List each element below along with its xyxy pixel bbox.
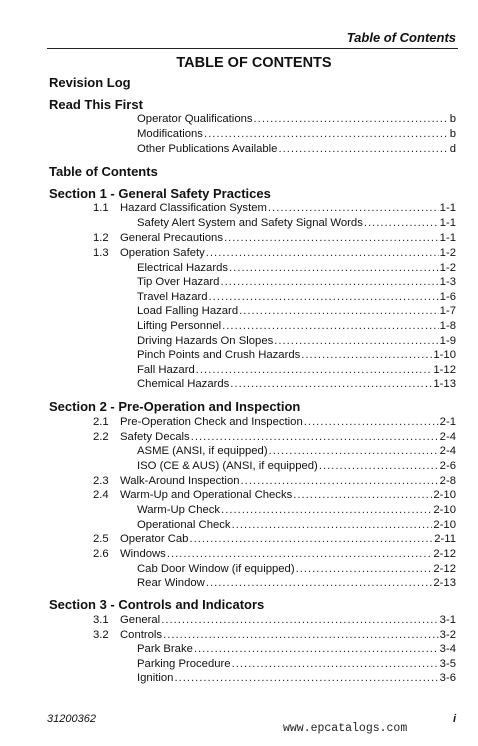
toc-entry[interactable] [137,642,456,656]
dot-leader [232,518,433,532]
entry-page: d [449,143,456,155]
toc-entry[interactable] [120,488,456,502]
entry-label: Hazard Classification System [120,202,267,214]
dot-leader [224,231,439,245]
entry-page: 3-5 [439,658,456,670]
dot-leader [364,216,439,230]
entry-label: Modifications [137,128,203,140]
entry-label: Operator Cab [120,533,189,545]
entry-page: 2-4 [439,431,456,443]
toc-entry[interactable] [120,201,456,215]
entry-label: Warm-Up Check [137,504,221,516]
entry-label: Electrical Hazards [137,262,229,274]
toc-entry[interactable] [137,334,456,348]
dot-leader [274,334,438,348]
entry-page: 2-8 [439,475,456,487]
page-header-title: Table of Contents [346,30,456,45]
toc-entry[interactable] [120,231,456,245]
entry-label: Walk-Around Inspection [120,475,240,487]
dot-leader [304,415,439,429]
dot-leader [206,576,433,590]
entry-label: General [120,614,161,626]
entry-label: Controls [120,629,163,641]
toc-entry[interactable] [137,518,456,532]
entry-label: ISO (CE & AUS) (ANSI, if equipped) [137,460,318,472]
dot-leader [209,290,439,304]
entry-label: Cab Door Window (if equipped) [137,563,295,575]
entry-page: 1-9 [439,335,456,347]
toc-entry[interactable] [137,127,456,141]
dot-leader [174,671,438,685]
toc-entry[interactable] [137,444,456,458]
dot-leader [196,363,433,377]
dot-leader [220,275,438,289]
toc-entry[interactable] [137,503,456,517]
entry-label: Operator Qualifications [137,113,253,125]
entry-number: 3.2 [93,629,109,641]
toc-entry[interactable] [137,142,456,156]
entry-label: Park Brake [137,643,193,655]
entry-label: Travel Hazard [137,291,208,303]
entry-page: 2-12 [433,548,456,560]
toc-entry[interactable] [120,430,456,444]
toc-entry[interactable] [120,532,456,546]
entry-number: 2.4 [93,489,109,501]
entry-page: 1-10 [433,349,456,361]
header-rule [47,48,458,49]
toc-entry[interactable] [137,290,456,304]
entry-label: Tip Over Hazard [137,276,220,288]
entry-number: 2.5 [93,533,109,545]
toc-entry[interactable] [137,377,456,391]
toc-entry[interactable] [120,547,456,561]
section-2-heading: Section 2 - Pre-Operation and Inspection [49,399,301,414]
entry-label: Windows [120,548,166,560]
entry-page: 1-2 [439,247,456,259]
toc-entry[interactable] [137,319,456,333]
section-1-heading: Section 1 - General Safety Practices [49,186,271,201]
toc-entry[interactable] [120,613,456,627]
entry-page: 2-10 [433,519,456,531]
entry-label: Operation Safety [120,247,205,259]
entry-page: 2-13 [433,577,456,589]
entry-label: Ignition [137,672,174,684]
entry-label: ASME (ANSI, if equipped) [137,445,268,457]
entry-page: b [449,113,456,125]
footer-url[interactable]: www.epcatalogs.com [283,722,408,735]
entry-label: Safety Alert System and Safety Signal Words [137,217,363,229]
dot-leader [239,304,439,318]
revision-log-heading: Revision Log [49,75,131,90]
dot-leader [222,319,439,333]
entry-page: 1-3 [439,276,456,288]
dot-leader [163,628,439,642]
entry-page: 1-12 [433,364,456,376]
toc-entry[interactable] [137,671,456,685]
dot-leader [319,459,439,473]
dot-leader [301,348,432,362]
toc-entry[interactable] [120,628,456,642]
dot-leader [194,642,439,656]
entry-page: 3-2 [439,629,456,641]
dot-leader [254,112,449,126]
dot-leader [230,377,432,391]
dot-leader [241,474,439,488]
dot-leader [232,657,439,671]
entry-label: Operational Check [137,519,231,531]
toc-title: TABLE OF CONTENTS [176,55,332,71]
entry-number: 2.3 [93,475,109,487]
footer-doc-number: 31200362 [47,713,96,725]
dot-leader [296,562,433,576]
entry-page: 2-10 [433,504,456,516]
entry-label: Other Publications Available [137,143,278,155]
entry-label: Load Falling Hazard [137,305,239,317]
toc-entry[interactable] [137,657,456,671]
entry-label: Fall Hazard [137,364,195,376]
dot-leader [191,430,439,444]
dot-leader [167,547,433,561]
entry-page: 3-6 [439,672,456,684]
dot-leader [278,142,448,156]
read-first-heading: Read This First [49,97,143,112]
entry-label: Warm-Up and Operational Checks [120,489,293,501]
toc-entry[interactable] [137,363,456,377]
toc-entry[interactable] [120,246,456,260]
dot-leader [268,201,439,215]
entry-page: 1-6 [439,291,456,303]
toc-entry[interactable] [137,562,456,576]
dot-leader [221,503,432,517]
entry-page: b [449,128,456,140]
entry-page: 2-11 [434,533,456,545]
entry-label: Parking Procedure [137,658,231,670]
entry-number: 2.6 [93,548,109,560]
dot-leader [229,261,439,275]
entry-label: Lifting Personnel [137,320,222,332]
entry-label: Chemical Hazards [137,378,230,390]
entry-page: 1-7 [439,305,456,317]
entry-page: 1-1 [439,202,456,214]
entry-number: 1.3 [93,247,109,259]
toc-entry[interactable] [137,275,456,289]
entry-number: 2.2 [93,431,109,443]
entry-page: 2-10 [433,489,456,501]
dot-leader [293,488,432,502]
entry-number: 1.2 [93,232,109,244]
dot-leader [189,532,433,546]
toc-heading: Table of Contents [49,164,158,179]
entry-page: 2-1 [439,416,456,428]
entry-label: Safety Decals [120,431,190,443]
entry-page: 1-1 [439,232,456,244]
entry-page: 2-4 [439,445,456,457]
toc-entry[interactable] [137,261,456,275]
entry-number: 1.1 [93,202,109,214]
entry-page: 1-13 [433,378,456,390]
dot-leader [204,127,449,141]
entry-page: 1-1 [439,217,456,229]
section-3-heading: Section 3 - Controls and Indicators [49,597,265,612]
entry-page: 3-1 [439,614,456,626]
toc-entry[interactable] [120,474,456,488]
entry-label: Rear Window [137,577,205,589]
entry-page: 1-8 [439,320,456,332]
dot-leader [206,246,439,260]
toc-entry[interactable] [137,216,456,230]
toc-entry[interactable] [137,576,456,590]
entry-label: Pinch Points and Crush Hazards [137,349,301,361]
entry-label: General Precautions [120,232,223,244]
entry-page: 1-2 [439,262,456,274]
entry-page: 2-12 [433,563,456,575]
footer-page-number: i [453,713,457,725]
toc-entry[interactable] [137,348,456,362]
toc-entry[interactable] [137,459,456,473]
toc-entry[interactable] [137,304,456,318]
entry-label: Pre-Operation Check and Inspection [120,416,303,428]
entry-page: 2-6 [439,460,456,472]
dot-leader [161,613,438,627]
entry-label: Driving Hazards On Slopes [137,335,274,347]
toc-entry[interactable] [137,112,456,126]
dot-leader [269,444,439,458]
entry-page: 3-4 [439,643,456,655]
entry-number: 2.1 [93,416,109,428]
toc-entry[interactable] [120,415,456,429]
entry-number: 3.1 [93,614,109,626]
